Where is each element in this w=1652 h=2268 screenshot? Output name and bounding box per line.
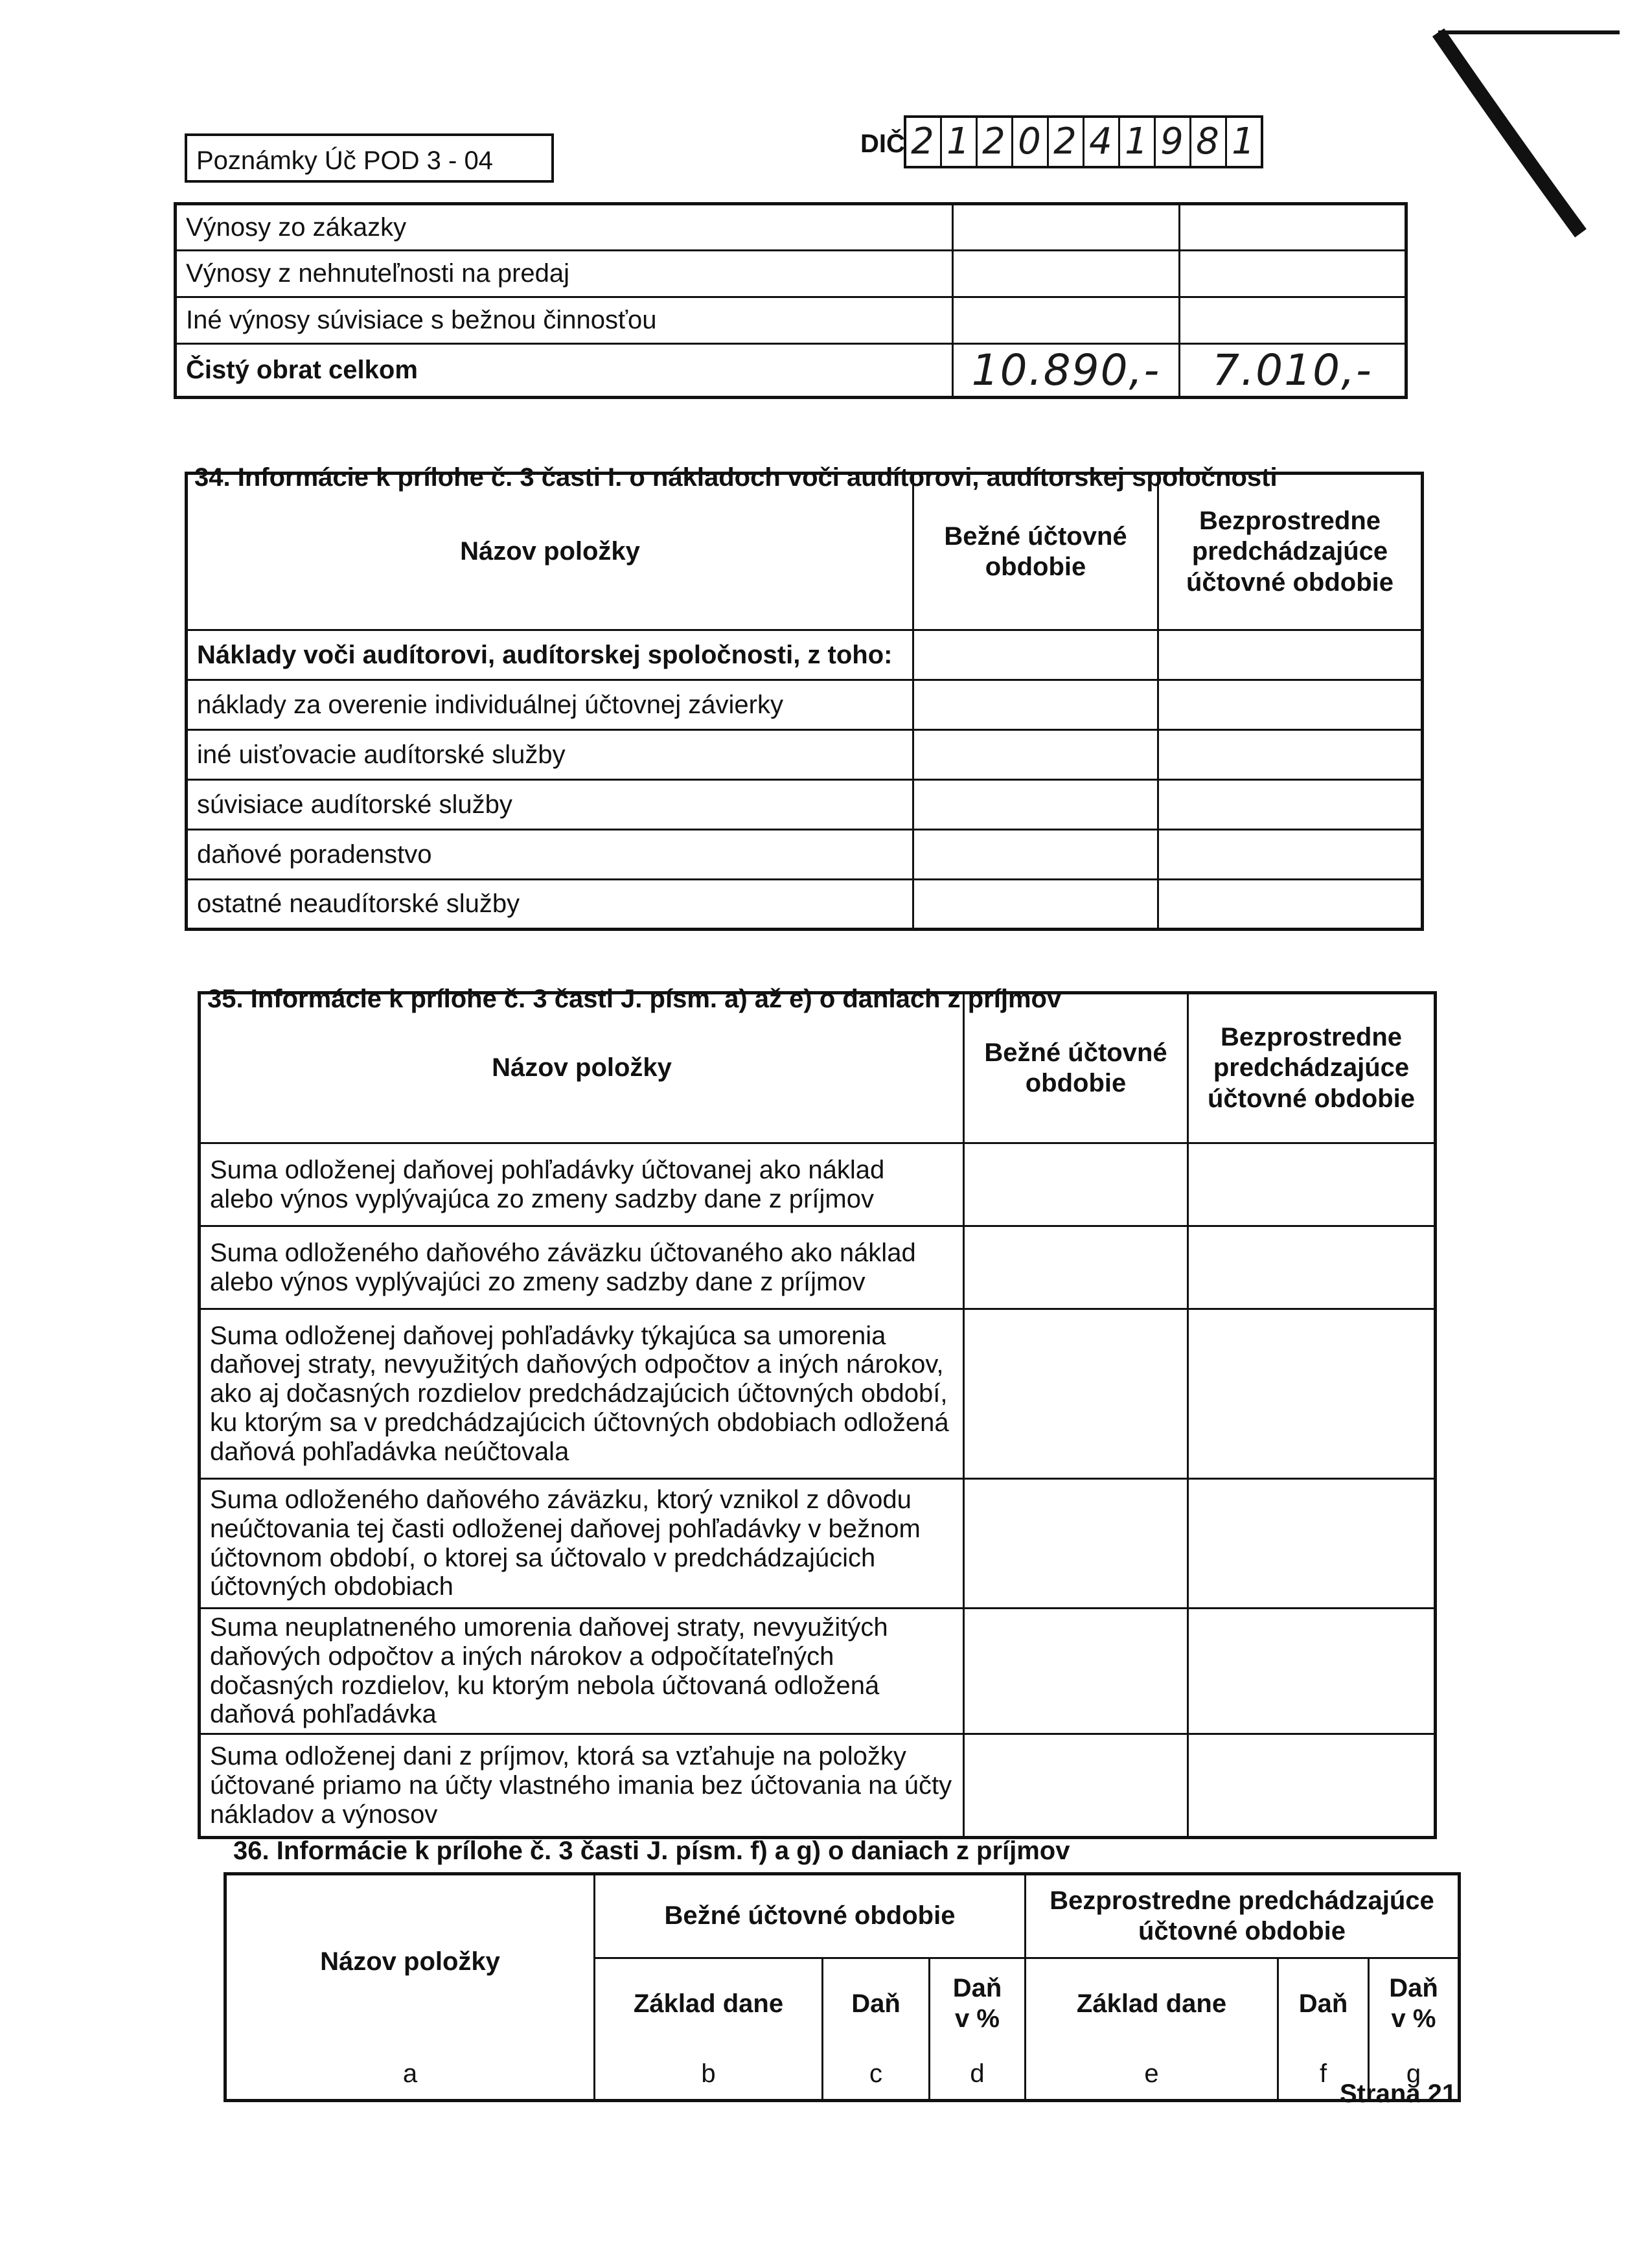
column-letter: a: [225, 2049, 595, 2101]
income-tax-label: Suma odloženého daňového záväzku účtovaného ako náklad alebo výnos vyplývajúci zo zmeny sadzby dane z príjmov: [200, 1226, 964, 1309]
section-35-col-name: Názov položky: [200, 993, 964, 1143]
income-tax-current-cell[interactable]: [964, 1609, 1188, 1734]
auditor-costs-previous-cell[interactable]: [1158, 630, 1423, 680]
column-letter: d: [930, 2049, 1026, 2101]
income-tax-label: Suma odloženej daňovej pohľadávky týkajúca sa umorenia daňovej straty, nevyužitých daňových odpočtov a iných nárokov, ako aj dočasných rozdielov predchádzajúcich účtovných období, ku ktorým sa v predchádzajúcich účtovných obdobiach odložená daňová pohľadávka neúčtovala: [200, 1309, 964, 1479]
turnover-row: [176, 204, 1406, 251]
auditor-costs-label: daňové poradenstvo: [187, 830, 913, 880]
auditor-costs-current-cell[interactable]: [913, 780, 1158, 830]
turnover-row: [176, 297, 1406, 344]
auditor-costs-current-cell[interactable]: [913, 830, 1158, 880]
turnover-label: Výnosy z nehnuteľnosti na predaj: [176, 251, 953, 297]
auditor-costs-label: náklady za overenie individuálnej účtovnej závierky: [187, 680, 913, 730]
income-tax-label: Suma odloženého daňového záväzku, ktorý vznikol z dôvodu neúčtovania tej časti odloženej daňovej pohľadávky v bežnom účtovnom období, o ktorej sa účtovalo v predchádzajúcich účtovných obdobiach: [200, 1479, 964, 1609]
income-tax-row: [200, 1143, 1436, 1226]
auditor-costs-previous-cell[interactable]: [1158, 780, 1423, 830]
column-letter: g: [1369, 2049, 1460, 2101]
turnover-label: Výnosy zo zákazky: [176, 204, 953, 251]
income-tax-row: [200, 1479, 1436, 1609]
auditor-costs-previous-cell[interactable]: [1158, 830, 1423, 880]
section-36-group-previous: Bezprostredne predchádzajúce účtovné obdobie: [1026, 1874, 1460, 1958]
tax-rate-table: [224, 1872, 1461, 2102]
form-code-box: [185, 133, 554, 183]
section-35-title: 35. Informácie k prílohe č. 3 časti J. písm. a) až e) o daniach z príjmov: [207, 985, 1062, 1013]
income-tax-current-cell[interactable]: [964, 1143, 1188, 1226]
auditor-costs-current-cell[interactable]: [913, 680, 1158, 730]
dic-digit-box: 2: [978, 118, 1013, 166]
section-36-previous-base: Základ dane: [1026, 1958, 1278, 2049]
turnover-current-value[interactable]: 10.890,-: [953, 344, 1180, 398]
income-tax-current-cell[interactable]: [964, 1479, 1188, 1609]
turnover-current-value[interactable]: [953, 297, 1180, 344]
section-36-current-base: Základ dane: [595, 1958, 823, 2049]
auditor-costs-previous-cell[interactable]: [1158, 730, 1423, 780]
income-tax-previous-cell[interactable]: [1188, 1734, 1436, 1838]
dic-digit-boxes: [904, 115, 1263, 168]
column-letter: e: [1026, 2049, 1278, 2101]
dic-digit-box: 0: [1013, 118, 1049, 166]
auditor-costs-row: [187, 880, 1423, 930]
section-36-title: 36. Informácie k prílohe č. 3 časti J. písm. f) a g) o daniach z príjmov: [233, 1837, 1070, 1865]
auditor-costs-label: Náklady voči audítorovi, audítorskej spoločnosti, z toho:: [187, 630, 913, 680]
turnover-current-value[interactable]: [953, 204, 1180, 251]
income-tax-row: [200, 1226, 1436, 1309]
turnover-previous-value[interactable]: [1180, 251, 1406, 297]
page-number: Strana 21: [1340, 2079, 1457, 2108]
turnover-label: Čistý obrat celkom: [176, 344, 953, 398]
income-tax-previous-cell[interactable]: [1188, 1226, 1436, 1309]
auditor-costs-label: ostatné neaudítorské služby: [187, 880, 913, 930]
income-tax-previous-cell[interactable]: [1188, 1609, 1436, 1734]
section-36-current-rate: Daň v %: [930, 1958, 1026, 2049]
dic-digit-box: 2: [1049, 118, 1084, 166]
auditor-costs-current-cell[interactable]: [913, 730, 1158, 780]
section-34-col-previous: Bezprostredne predchádzajúce účtovné obdobie: [1158, 474, 1423, 630]
section-34-col-name: Názov položky: [187, 474, 913, 630]
income-tax-previous-cell[interactable]: [1188, 1479, 1436, 1609]
auditor-costs-previous-cell[interactable]: [1158, 680, 1423, 730]
section-34-title: 34. Informácie k prílohe č. 3 časti I. o nákladoch voči audítorovi, audítorskej spoločnosti: [194, 463, 1278, 492]
income-tax-label: Suma odloženej dani z príjmov, ktorá sa vzťahuje na položky účtované priamo na účty vlastného imania bez účtovania na účty nákladov a výnosov: [200, 1734, 964, 1838]
turnover-previous-value[interactable]: [1180, 297, 1406, 344]
section-36-previous-rate: Daň v %: [1369, 1958, 1460, 2049]
turnover-current-value[interactable]: [953, 251, 1180, 297]
auditor-costs-label: iné uisťovacie audítorské služby: [187, 730, 913, 780]
column-letter: c: [823, 2049, 930, 2101]
dic-label: DIČ: [860, 130, 905, 158]
auditor-costs-table: [185, 472, 1424, 931]
income-tax-row: [200, 1609, 1436, 1734]
income-tax-previous-cell[interactable]: [1188, 1143, 1436, 1226]
income-tax-current-cell[interactable]: [964, 1226, 1188, 1309]
income-tax-label: Suma neuplatneného umorenia daňovej straty, nevyužitých daňových odpočtov a iných nárokov a odpočítateľných dočasných rozdielov, ku ktorým nebola účtovaná odložená daňová pohľadávka: [200, 1609, 964, 1734]
income-tax-row: [200, 1309, 1436, 1479]
dic-digit-box: 1: [942, 118, 978, 166]
form-code-label: Poznámky Úč POD 3 - 04: [196, 146, 493, 175]
column-letter: b: [595, 2049, 823, 2101]
auditor-costs-row: [187, 680, 1423, 730]
turnover-row: [176, 344, 1406, 398]
section-34-col-current: Bežné účtovné obdobie: [913, 474, 1158, 630]
auditor-costs-label: súvisiace audítorské služby: [187, 780, 913, 830]
section-36-group-current: Bežné účtovné obdobie: [595, 1874, 1026, 1958]
turnover-row: [176, 251, 1406, 297]
auditor-costs-current-cell[interactable]: [913, 880, 1158, 930]
dic-digit-box: 1: [1120, 118, 1156, 166]
auditor-costs-row: [187, 780, 1423, 830]
auditor-costs-current-cell[interactable]: [913, 630, 1158, 680]
section-36-col-name: Názov položky: [225, 1874, 595, 2049]
section-36-previous-tax: Daň: [1278, 1958, 1369, 2049]
dic-digit-box: 8: [1191, 118, 1227, 166]
section-35-col-current: Bežné účtovné obdobie: [964, 993, 1188, 1143]
auditor-costs-row: [187, 830, 1423, 880]
section-36-current-tax: Daň: [823, 1958, 930, 2049]
turnover-table: [174, 202, 1408, 399]
income-tax-current-cell[interactable]: [964, 1309, 1188, 1479]
section-35-col-previous: Bezprostredne predchádzajúce účtovné obdobie: [1188, 993, 1436, 1143]
column-letter: f: [1278, 2049, 1369, 2101]
auditor-costs-row: [187, 630, 1423, 680]
auditor-costs-row: [187, 730, 1423, 780]
income-tax-previous-cell[interactable]: [1188, 1309, 1436, 1479]
auditor-costs-previous-cell[interactable]: [1158, 880, 1423, 930]
dic-digit-box: 9: [1156, 118, 1191, 166]
dic-digit-box: 4: [1084, 118, 1120, 166]
income-tax-table: [198, 991, 1437, 1839]
income-tax-current-cell[interactable]: [964, 1734, 1188, 1838]
income-tax-row: [200, 1734, 1436, 1838]
income-tax-label: Suma odloženej daňovej pohľadávky účtovanej ako náklad alebo výnos vyplývajúca zo zmeny sadzby dane z príjmov: [200, 1143, 964, 1226]
turnover-previous-value[interactable]: 7.010,-: [1180, 344, 1406, 398]
dic-digit-box: 1: [1232, 120, 1256, 163]
dic-digit-box: 2: [906, 118, 942, 166]
turnover-previous-value[interactable]: [1180, 204, 1406, 251]
scan-edge-mark: [1425, 19, 1652, 408]
turnover-label: Iné výnosy súvisiace s bežnou činnosťou: [176, 297, 953, 344]
